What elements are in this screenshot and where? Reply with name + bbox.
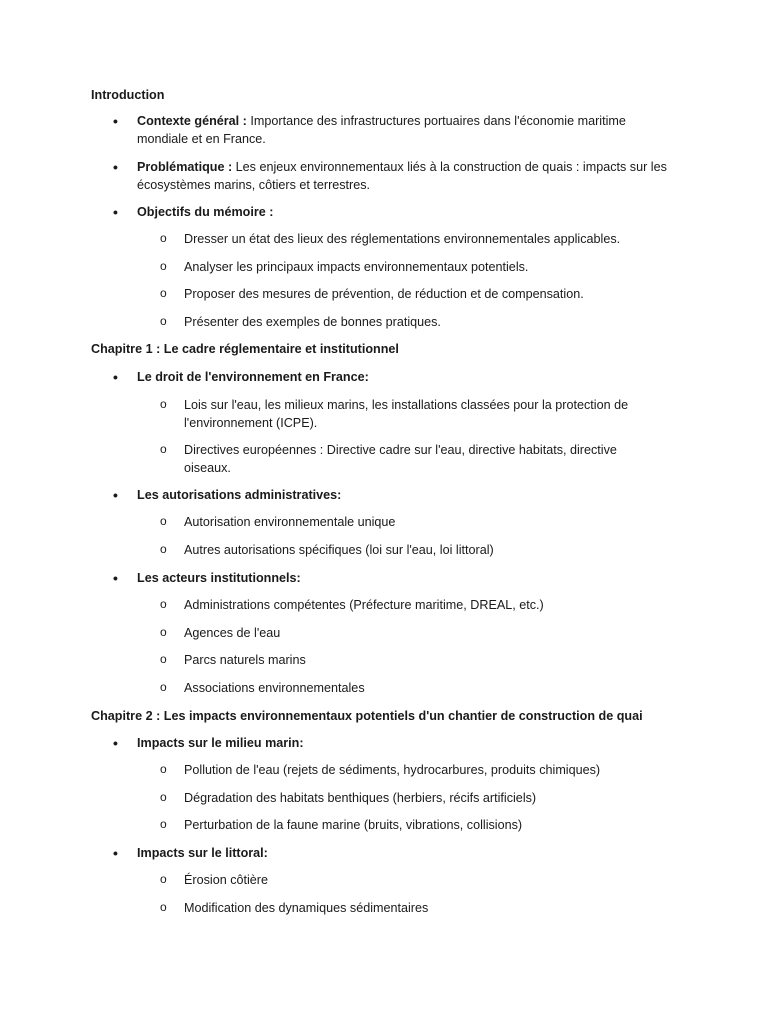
circle-bullet-icon: o <box>160 680 167 694</box>
item-text: Modification des dynamiques sédimentaires <box>184 901 429 915</box>
chapter1-item <box>160 596 654 614</box>
chapter2-item <box>160 761 654 779</box>
item-text: Associations environnementales <box>184 681 365 695</box>
objective-text: Dresser un état des lieux des réglementations environnementales applicables. <box>184 232 621 246</box>
circle-bullet-icon: o <box>160 514 167 528</box>
circle-bullet-icon: o <box>160 625 167 639</box>
circle-bullet-icon: o <box>160 900 167 914</box>
chapter1-item <box>160 541 654 559</box>
section-label: Le droit de l'environnement en France: <box>137 370 369 384</box>
item-text: Pollution de l'eau (rejets de sédiments, hydrocarbures, produits chimiques) <box>184 763 601 777</box>
chapter2-item <box>160 816 654 834</box>
intro-item-objectives <box>113 203 667 221</box>
chapter1-section <box>113 368 667 386</box>
circle-bullet-icon: o <box>160 542 167 556</box>
item-text: Perturbation de la faune marine (bruits, vibrations, collisions) <box>184 818 523 832</box>
circle-bullet-icon: o <box>160 817 167 831</box>
bullet-icon: • <box>113 570 118 586</box>
item-text: Les enjeux environnementaux liés à la construction de quais : impacts sur les écosystèmes marins, côtiers et terrestres. <box>137 160 667 192</box>
item-label: Contexte général : <box>137 114 247 128</box>
chapter1-item <box>160 651 654 669</box>
chapter2-item <box>160 789 654 807</box>
objective-item <box>160 313 654 331</box>
section-label: Les autorisations administratives: <box>137 488 342 502</box>
heading-chapter-2: Chapitre 2 : Les impacts environnementaux potentiels d'un chantier de construction de quai <box>91 709 643 723</box>
item-text: Autres autorisations spécifiques (loi sur l'eau, loi littoral) <box>184 543 494 557</box>
chapter1-item <box>160 679 654 697</box>
circle-bullet-icon: o <box>160 442 167 456</box>
chapter1-item <box>160 624 654 642</box>
item-text: Autorisation environnementale unique <box>184 515 396 529</box>
bullet-icon: • <box>113 159 118 175</box>
bullet-icon: • <box>113 204 118 220</box>
item-text: Directives européennes : Directive cadre sur l'eau, directive habitats, directive oiseaux. <box>184 443 617 475</box>
item-text: Dégradation des habitats benthiques (herbiers, récifs artificiels) <box>184 791 537 805</box>
objective-item <box>160 258 654 276</box>
bullet-icon: • <box>113 369 118 385</box>
item-text: Agences de l'eau <box>184 626 281 640</box>
chapter1-item <box>160 513 654 531</box>
circle-bullet-icon: o <box>160 397 167 411</box>
objective-text: Proposer des mesures de prévention, de réduction et de compensation. <box>184 287 584 301</box>
circle-bullet-icon: o <box>160 314 167 328</box>
circle-bullet-icon: o <box>160 790 167 804</box>
item-label: Objectifs du mémoire : <box>137 205 274 219</box>
circle-bullet-icon: o <box>160 652 167 666</box>
circle-bullet-icon: o <box>160 762 167 776</box>
bullet-icon: • <box>113 735 118 751</box>
circle-bullet-icon: o <box>160 286 167 300</box>
section-label: Les acteurs institutionnels: <box>137 571 301 585</box>
chapter1-section <box>113 569 667 587</box>
chapter1-item <box>160 441 654 477</box>
objective-item <box>160 285 654 303</box>
heading-introduction: Introduction <box>91 88 165 102</box>
bullet-icon: • <box>113 845 118 861</box>
item-label: Problématique : <box>137 160 233 174</box>
objective-text: Présenter des exemples de bonnes pratiques. <box>184 315 441 329</box>
objective-item <box>160 230 654 248</box>
chapter1-item <box>160 396 654 432</box>
item-text: Lois sur l'eau, les milieux marins, les installations classées pour la protection de l'environnement (ICPE). <box>184 398 629 430</box>
section-label: Impacts sur le milieu marin: <box>137 736 304 750</box>
circle-bullet-icon: o <box>160 231 167 245</box>
bullet-icon: • <box>113 487 118 503</box>
chapter2-item <box>160 899 654 917</box>
intro-item-problem <box>113 158 667 194</box>
chapter2-section <box>113 734 667 752</box>
chapter2-item <box>160 871 654 889</box>
section-label: Impacts sur le littoral: <box>137 846 268 860</box>
item-text: Administrations compétentes (Préfecture maritime, DREAL, etc.) <box>184 598 544 612</box>
circle-bullet-icon: o <box>160 872 167 886</box>
bullet-icon: • <box>113 113 118 129</box>
intro-item-context <box>113 112 667 148</box>
objective-text: Analyser les principaux impacts environnementaux potentiels. <box>184 260 529 274</box>
item-text: Parcs naturels marins <box>184 653 306 667</box>
item-text: Importance des infrastructures portuaires dans l'économie maritime mondiale et en France. <box>137 114 626 146</box>
item-text: Érosion côtière <box>184 873 268 887</box>
heading-chapter-1: Chapitre 1 : Le cadre réglementaire et institutionnel <box>91 342 399 356</box>
chapter1-section <box>113 486 667 504</box>
circle-bullet-icon: o <box>160 259 167 273</box>
circle-bullet-icon: o <box>160 597 167 611</box>
chapter2-section <box>113 844 667 862</box>
